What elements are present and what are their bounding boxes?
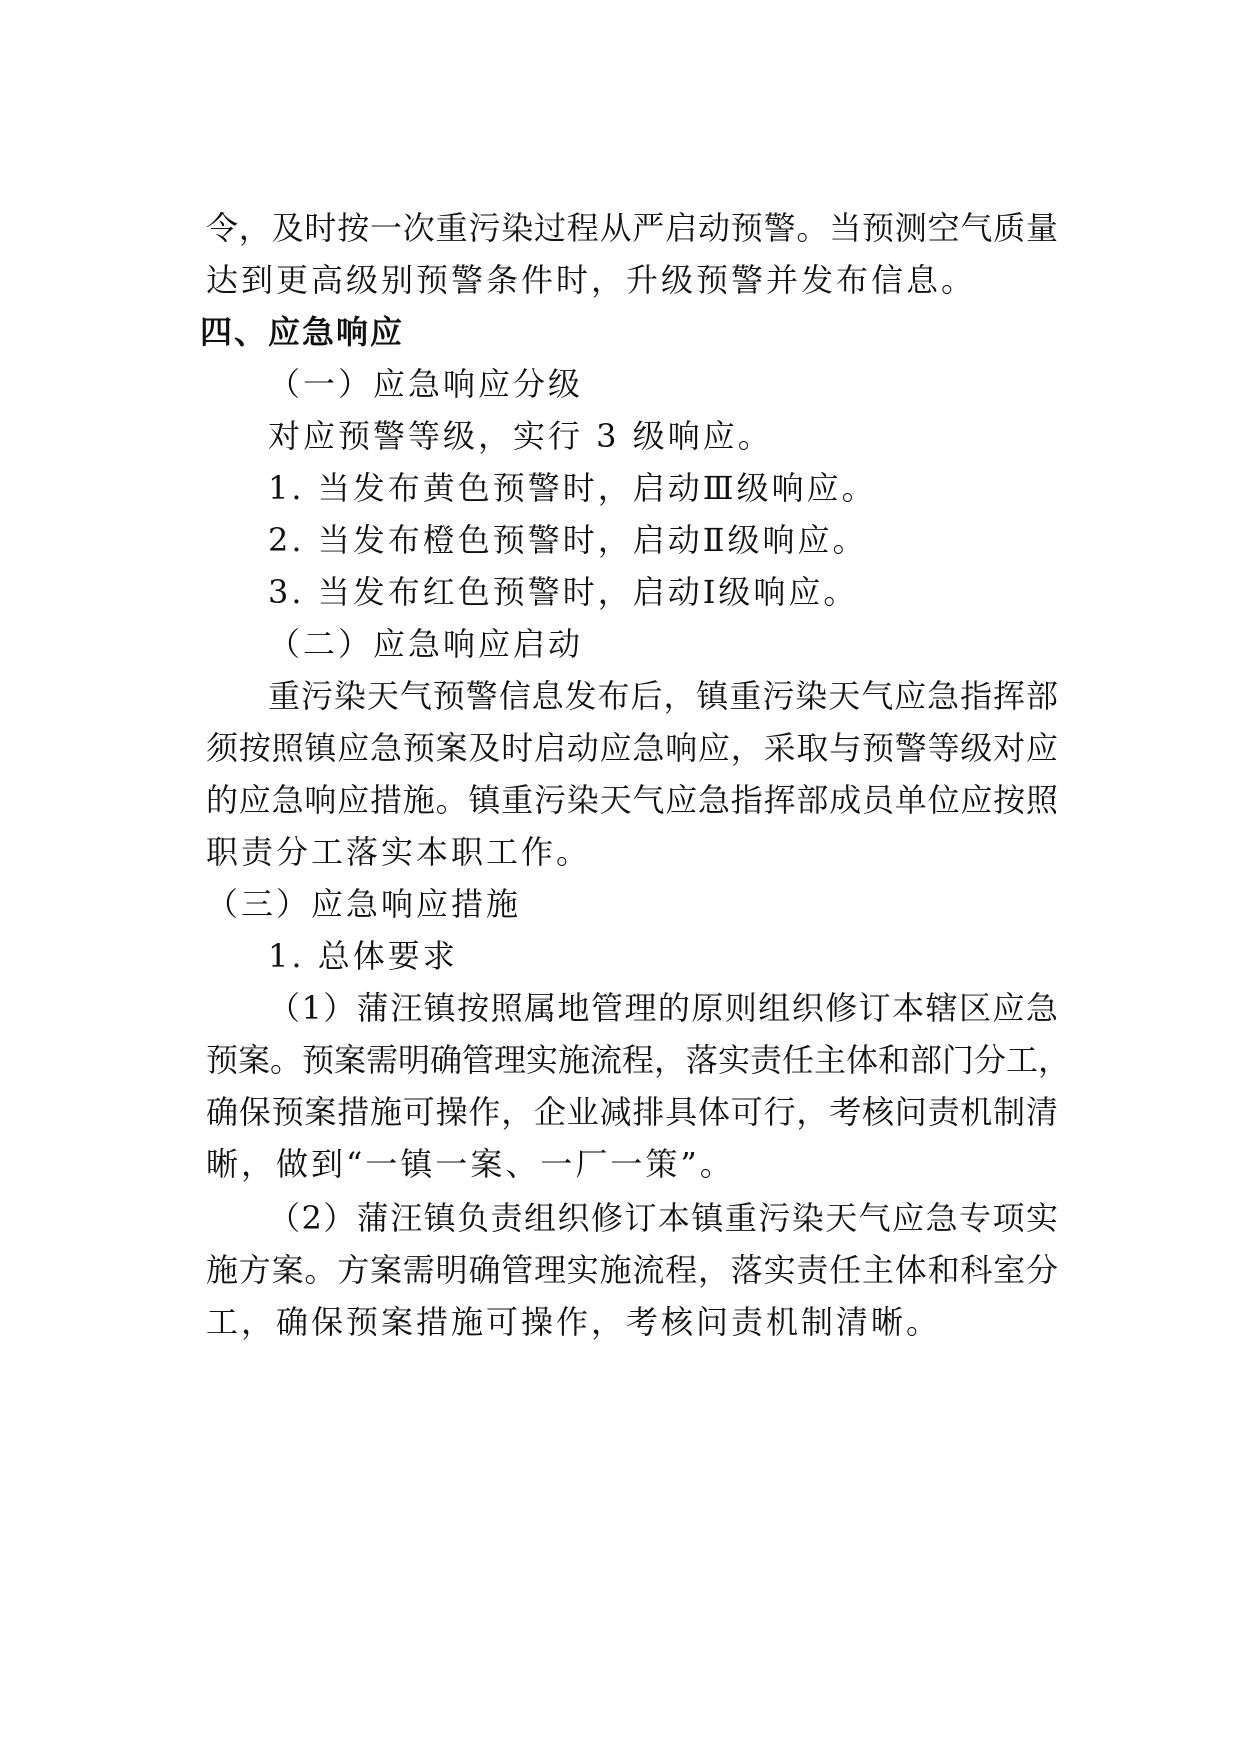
subsection-heading: （一）应急响应分级 <box>268 365 584 403</box>
paragraph-line: 重污染天气预警信息发布后，镇重污染天气应急指挥部 <box>268 677 1058 715</box>
list-item: 3. 当发布红色预警时，启动Ⅰ级响应。 <box>268 573 859 611</box>
paragraph-line: 达到更高级别预警条件时，升级预警并发布信息。 <box>206 261 977 299</box>
list-item: 1. 当发布黄色预警时，启动Ⅲ级响应。 <box>268 469 877 507</box>
paragraph-line: 对应预警等级，实行 3 级响应。 <box>268 417 773 455</box>
paragraph-line: 确保预案措施可操作，企业减排具体可行，考核问责机制清 <box>206 1093 1058 1131</box>
paragraph-line: 须按照镇应急预案及时启动应急响应，采取与预警等级对应 <box>206 729 1058 767</box>
paragraph-line: 令，及时按一次重污染过程从严启动预警。当预测空气质量 <box>206 209 1058 247</box>
paragraph-line: 施方案。方案需明确管理实施流程，落实责任主体和科室分 <box>206 1251 1058 1289</box>
subsection-heading: （三）应急响应措施 <box>206 885 522 923</box>
paragraph-line: 职责分工落实本职工作。 <box>206 833 592 871</box>
sub-heading: 1. 总体要求 <box>268 937 458 975</box>
paragraph-line: 工，确保预案措施可操作，考核问责机制清晰。 <box>206 1303 942 1341</box>
section-heading: 四、应急响应 <box>200 313 405 351</box>
paragraph-line: 晰，做到“一镇一案、一厂一策”。 <box>206 1145 735 1183</box>
paragraph-line: （2）蒲汪镇负责组织修订本镇重污染天气应急专项实 <box>268 1199 1058 1237</box>
paragraph-line: （1）蒲汪镇按照属地管理的原则组织修订本辖区应急 <box>268 989 1058 1027</box>
list-item: 2. 当发布橙色预警时，启动Ⅱ级响应。 <box>268 521 868 559</box>
paragraph-line: 预案。预案需明确管理实施流程，落实责任主体和部门分工， <box>206 1041 1071 1079</box>
paragraph-line: 的应急响应措施。镇重污染天气应急指挥部成员单位应按照 <box>206 781 1058 819</box>
subsection-heading: （二）应急响应启动 <box>268 625 584 663</box>
